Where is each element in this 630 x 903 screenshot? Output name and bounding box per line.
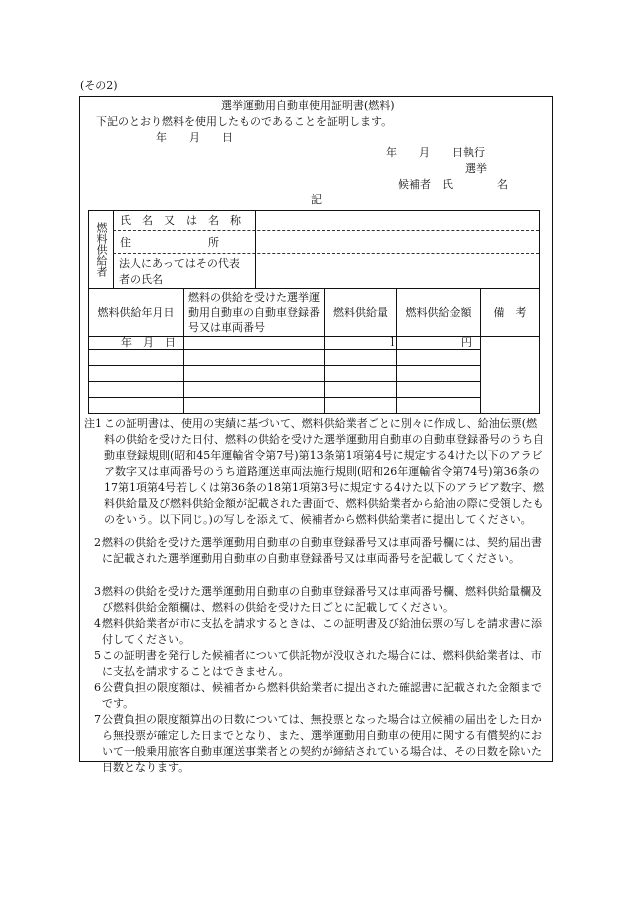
header-fuel-quantity: 燃料供給量 [333, 305, 388, 319]
header-vehicle-number: 燃料の供給を受けた選挙運動用自動車の自動車登録番号又は車両番号 [188, 291, 320, 334]
page-label: (その2) [80, 79, 118, 92]
header-fuel-amount: 燃料供給金額 [405, 305, 472, 319]
supplier-address-label: 住 所 [120, 236, 219, 249]
row1-date: 年 月 日 [121, 336, 176, 349]
note-7: 7 公費負担の限度額算出の日数については、無投票となった場合は立候補の届出をした日から無投票が確定した日までとなり、また、選挙運動用自動車の使用に関する有償契約において一般乗用旅客自動車運送事業者との契約が締結されている場合は、その日数を除いた日数となります。 [94, 713, 542, 774]
certify-date: 年 月 日 [156, 131, 233, 144]
row1-qty-unit: ｌ [387, 336, 398, 349]
document-title: 選挙運動用自動車使用証明書(燃料) [221, 99, 395, 112]
note-1: 注1 この証明書は、使用の実績に基づいて、燃料供給業者ごとに別々に作成し、給油伝票(燃料の供給を受けた日付、燃料の供給を受けた選挙運動用自動車の自動車登録番号のうち自動車登録規則(昭和45年運輸省令第7号)第13条第1項第4号に規定する4けた以下のアラビア数字又は車両番号のうち道路運送車両法施行規則(昭和26年運輸省令第74号)第36条の17第1項第4号若しくは第36条の18第1項第3号に規定する4けた以下のアラビア数字、燃料供給量及び燃料供給金額が記載された書面で、燃料供給業者から給油の際に受領したものをいう。以下同じ。)の写しを添えて、候補者から燃料供給業者に提出してください。 [84, 417, 544, 526]
supplier-side-label: 燃料供給者 [95, 221, 108, 277]
note-4: 4 燃料供給業者が市に支払を請求するときは、この証明書及び給油伝票の写しを請求書に添付してください。 [94, 617, 542, 646]
ki-label: 記 [311, 193, 322, 206]
intro-text: 下記のとおり燃料を使用したものであることを証明します。 [96, 115, 393, 128]
note-3: 3 燃料の供給を受けた選挙運動用自動車の自動車登録番号又は車両番号欄、燃料供給量欄及び燃料供給金額欄は、燃料の供給を受けた日ごとに記載してください。 [94, 585, 542, 614]
supplier-name-label: 氏 名 又 は 名 称 [120, 214, 241, 227]
header-remarks: 備 考 [493, 305, 527, 319]
election-date: 年 月 日執行 [386, 146, 485, 159]
note-2: 2 燃料の供給を受けた選挙運動用自動車の自動車登録番号又は車両番号欄には、契約届出書に記載された選挙運動用自動車の自動車登録番号又は車両番号を記載してください。 [94, 536, 542, 565]
row1-amount-unit: 円 [461, 336, 472, 349]
header-supply-date: 燃料供給年月日 [97, 305, 175, 319]
election-name: 選挙 [465, 162, 487, 175]
supplier-representative-label: 法人にあってはその代表者の氏名 [119, 257, 240, 286]
note-5: 5 この証明書を発行した候補者について供託物が没収された場合には、燃料供給業者は、市に支払を請求することはできません。 [94, 649, 542, 678]
note-6: 6 公費負担の限度額は、候補者から燃料供給業者に提出された確認書に記載された金額までです。 [94, 681, 542, 710]
candidate-name-label: 候補者 氏 名 [398, 178, 508, 191]
